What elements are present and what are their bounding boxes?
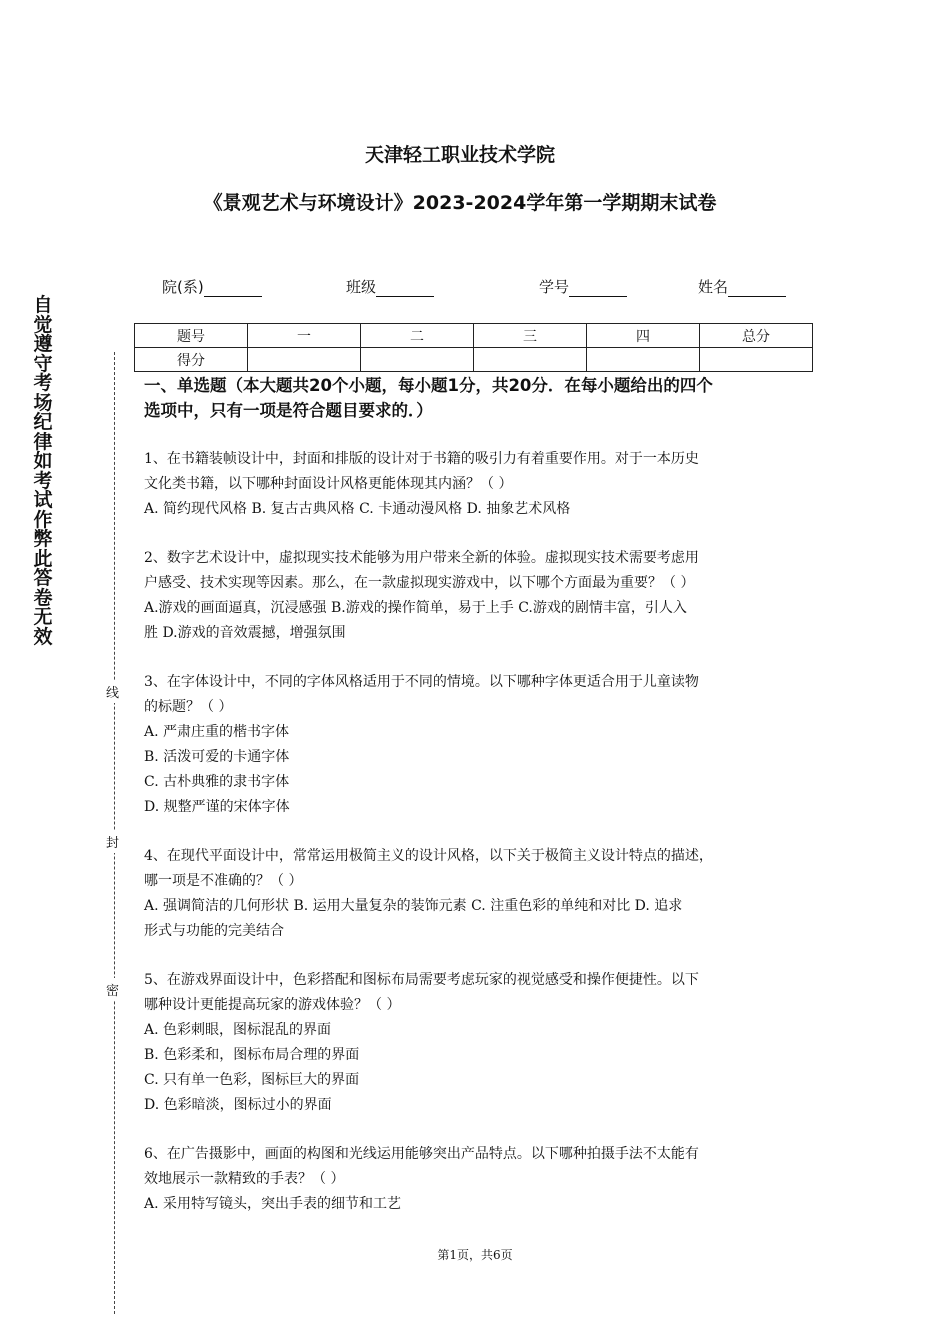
- question-options: A. 简约现代风格 B. 复古古典风格 C. 卡通动漫风格 D. 抽象艺术风格: [144, 501, 571, 517]
- question-6: [144, 1142, 816, 1217]
- question-options: A.游戏的画面逼真，沉浸感强 B.游戏的操作简单，易于上手 C.游戏的剧情丰富，引人入: [144, 600, 687, 616]
- score-header-cell: 一: [248, 324, 361, 348]
- dept-field: [162, 276, 262, 297]
- class-blank: [376, 280, 434, 297]
- name-blank: [728, 280, 786, 297]
- exam-title: 《景观艺术与环境设计》2023-2024学年第一学期期末试卷: [203, 192, 717, 214]
- score-header-cell: 题号: [135, 324, 248, 348]
- question-options: A. 强调简洁的几何形状 B. 运用大量复杂的装饰元素 C. 注重色彩的单纯和对比 D. 追求: [144, 898, 683, 914]
- school-title: 天津轻工职业技术学院: [364, 144, 555, 166]
- option-c: C. 古朴典雅的隶书字体: [144, 774, 290, 790]
- vertical-notice: 自觉遵守考场纪律如考试作弊此答卷无效: [33, 294, 53, 648]
- option-b: B. 色彩柔和，图标布局合理的界面: [144, 1047, 360, 1063]
- score-cell: [587, 348, 700, 372]
- seal-mark-line: 线: [106, 680, 119, 703]
- score-header-cell: 二: [361, 324, 474, 348]
- dept-blank: [204, 280, 262, 297]
- option-a: A. 严肃庄重的楷书字体: [144, 724, 290, 740]
- name-field: [698, 276, 786, 297]
- seal-mark-secret: 密: [106, 978, 119, 1001]
- question-line: 文化类书籍，以下哪种封面设计风格更能体现其内涵？（ ）: [144, 476, 513, 492]
- name-label: 姓名: [698, 278, 729, 296]
- id-label: 学号: [539, 278, 570, 296]
- option-d: D. 色彩暗淡，图标过小的界面: [144, 1097, 332, 1113]
- question-line: 4、在现代平面设计中，常常运用极简主义的设计风格，以下关于极简主义设计特点的描述，: [144, 848, 713, 864]
- question-3: [144, 670, 816, 820]
- option-a: A. 色彩刺眼，图标混乱的界面: [144, 1022, 332, 1038]
- option-c: C. 只有单一色彩，图标巨大的界面: [144, 1072, 360, 1088]
- class-field: [346, 276, 434, 297]
- question-line: 2、数字艺术设计中，虚拟现实技术能够为用户带来全新的体验。虚拟现实技术需要考虑用: [144, 550, 699, 566]
- section-heading-line: 一、单选题（本大题共20个小题，每小题1分，共20分．在每小题给出的四个: [144, 376, 713, 395]
- score-header-cell: 三: [474, 324, 587, 348]
- question-line: 1、在书籍装帧设计中，封面和排版的设计对于书籍的吸引力有着重要作用。对于一本历史: [144, 451, 699, 467]
- question-options: 形式与功能的完美结合: [144, 923, 284, 939]
- id-blank: [569, 280, 627, 297]
- question-line: 效地展示一款精致的手表？（ ）: [144, 1171, 345, 1187]
- question-4: [144, 844, 816, 944]
- question-line: 6、在广告摄影中，画面的构图和光线运用能够突出产品特点。以下哪种拍摄手法不太能有: [144, 1146, 699, 1162]
- score-cell: [248, 348, 361, 372]
- option-d: D. 规整严谨的宋体字体: [144, 799, 290, 815]
- question-line: 5、在游戏界面设计中，色彩搭配和图标布局需要考虑玩家的视觉感受和操作便捷性。以下: [144, 972, 699, 988]
- score-cell: [700, 348, 813, 372]
- question-5: [144, 968, 816, 1118]
- score-row-label: 得分: [135, 348, 248, 372]
- question-line: 哪一项是不准确的？（ ）: [144, 873, 303, 889]
- option-b: B. 活泼可爱的卡通字体: [144, 749, 290, 765]
- section-heading: [144, 373, 816, 423]
- question-line: 哪种设计更能提高玩家的游戏体验？（ ）: [144, 997, 401, 1013]
- score-cell: [474, 348, 587, 372]
- option-a: A. 采用特写镜头，突出手表的细节和工艺: [144, 1196, 402, 1212]
- dept-label: 院(系): [162, 278, 204, 296]
- question-2: [144, 546, 816, 646]
- class-label: 班级: [346, 278, 377, 296]
- seal-mark-seal: 封: [106, 830, 119, 853]
- question-options: 胜 D.游戏的音效震撼，增强氛围: [144, 625, 346, 641]
- page-footer: 第1页，共6页: [437, 1248, 513, 1262]
- question-line: 的标题？（ ）: [144, 699, 233, 715]
- question-1: [144, 447, 816, 522]
- score-table-header-row: [135, 324, 813, 348]
- score-table: [134, 323, 813, 372]
- exam-content: [144, 373, 816, 1217]
- section-heading-line: 选项中，只有一项是符合题目要求的．）: [144, 401, 433, 420]
- question-line: 3、在字体设计中，不同的字体风格适用于不同的情境。以下哪种字体更适合用于儿童读物: [144, 674, 699, 690]
- score-cell: [361, 348, 474, 372]
- id-field: [539, 276, 627, 297]
- score-table-score-row: [135, 348, 813, 372]
- score-header-cell: 总分: [700, 324, 813, 348]
- question-line: 户感受、技术实现等因素。那么，在一款虚拟现实游戏中，以下哪个方面最为重要？（ ）: [144, 575, 695, 591]
- score-header-cell: 四: [587, 324, 700, 348]
